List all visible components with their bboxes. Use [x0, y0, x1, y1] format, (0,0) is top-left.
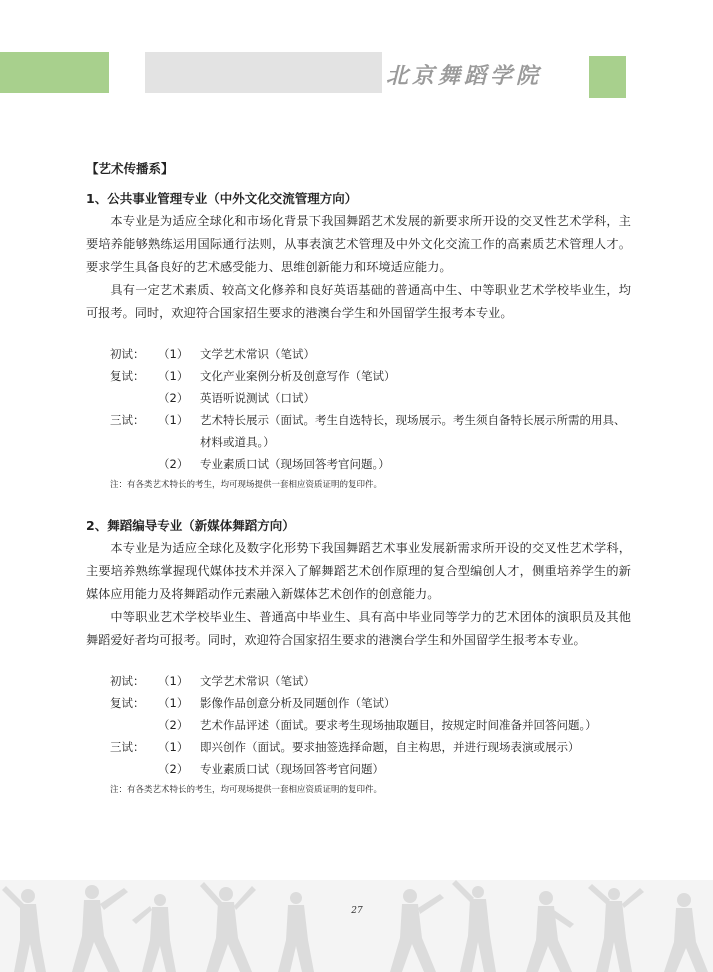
exam-row: [86, 670, 631, 692]
exam-stage-label: [86, 453, 158, 475]
major-eligibility: 具有一定艺术素质、较高文化修养和良好英语基础的普通高中生、中等职业艺术学校毕业生，均可报考。同时，欢迎符合国家招生要求的港澳台学生和外国留学生报考本专业。: [86, 283, 631, 320]
exam-note: 注：有各类艺术特长的考生，均可现场提供一套相应资质证明的复印件。: [110, 785, 383, 795]
major-title: 2、舞蹈编导专业（新媒体舞蹈方向）: [86, 518, 295, 533]
header-gray-bar: [145, 52, 382, 93]
department-title: 【艺术传播系】: [86, 161, 174, 176]
exam-stage-label: [86, 758, 158, 780]
exam-row: [86, 365, 631, 387]
exam-item-number: （1）: [158, 696, 189, 710]
dancer-silhouettes-decoration: [0, 880, 713, 972]
exam-stage-label: [86, 714, 158, 736]
exam-item-number: （1）: [158, 674, 189, 688]
exam-row: [86, 343, 631, 365]
exam-item-number: （1）: [158, 740, 189, 754]
major-title: 1、公共事业管理专业（中外文化交流管理方向）: [86, 191, 358, 206]
exam-item-text: 专业素质口试（现场回答考官问题）: [200, 762, 384, 776]
exam-item-number: （1）: [158, 413, 189, 427]
exam-stage-label: 初试：: [110, 674, 145, 688]
exam-list: [86, 670, 631, 798]
exam-item-text: 文学艺术常识（笔试）: [200, 347, 315, 361]
exam-row: [86, 692, 631, 714]
exam-item-text: 文化产业案例分析及创意写作（笔试）: [200, 369, 396, 383]
exam-stage-label: [86, 387, 158, 409]
exam-row: [86, 409, 631, 453]
exam-row: [86, 736, 631, 758]
exam-row: [86, 758, 631, 780]
major-section-2: [86, 515, 631, 798]
exam-note: 注：有各类艺术特长的考生，均可现场提供一套相应资质证明的复印件。: [110, 480, 383, 490]
exam-item-number: （2）: [158, 391, 189, 405]
dancer-silhouettes-icon: [0, 880, 713, 972]
exam-item-number: （2）: [158, 762, 189, 776]
exam-row: [86, 714, 631, 736]
exam-list: [86, 343, 631, 493]
header-green-block-left: [0, 52, 109, 93]
university-logo-text: 北京舞蹈学院: [386, 63, 543, 89]
exam-row: [86, 387, 631, 409]
exam-stage-label: 复试：: [110, 696, 145, 710]
exam-item-number: （2）: [158, 457, 189, 471]
exam-item-number: （2）: [158, 718, 189, 732]
exam-stage-label: 初试：: [110, 347, 145, 361]
exam-item-text: 文学艺术常识（笔试）: [200, 674, 315, 688]
major-description: 本专业是为适应全球化及数字化形势下我国舞蹈艺术事业发展新需求所开设的交叉性艺术学科，主要培养熟练掌握现代媒体技术并深入了解舞蹈艺术创作原理的复合型编创人才，侧重培养学生的新媒体应用能力及将舞蹈动作元素融入新媒体艺术创作的创意能力。: [86, 541, 631, 601]
exam-row: [86, 453, 631, 475]
major-description: 本专业是为适应全球化和市场化背景下我国舞蹈艺术发展的新要求所开设的交叉性艺术学科，主要培养能够熟练运用国际通行法则，从事表演艺术管理及中外文化交流工作的高素质艺术管理人才。要求学生具备良好的艺术感受能力、思维创新能力和环境适应能力。: [86, 214, 631, 274]
page-content: [86, 160, 631, 798]
exam-item-text: 影像作品创意分析及同题创作（笔试）: [200, 696, 396, 710]
exam-item-number: （1）: [158, 347, 189, 361]
page-number: 27: [351, 906, 363, 916]
exam-item-number: （1）: [158, 369, 189, 383]
exam-stage-label: 三试：: [110, 413, 145, 427]
header-green-block-right: [589, 56, 626, 98]
exam-item-text: 专业素质口试（现场回答考官问题。）: [200, 457, 390, 471]
exam-stage-label: 三试：: [110, 740, 145, 754]
exam-item-text: 英语听说测试（口试）: [200, 391, 315, 405]
exam-item-text: 艺术作品评述（面试。要求考生现场抽取题目，按规定时间准备并回答问题。）: [200, 718, 597, 732]
exam-item-text: 艺术特长展示（面试。考生自选特长，现场展示。考生须自备特长展示所需的用具、材料或道具。）: [200, 413, 626, 449]
major-eligibility: 中等职业艺术学校毕业生、普通高中毕业生、具有高中毕业同等学力的艺术团体的演职员及其他舞蹈爱好者均可报考。同时，欢迎符合国家招生要求的港澳台学生和外国留学生报考本专业。: [86, 610, 631, 647]
major-section-1: [86, 188, 631, 493]
exam-stage-label: 复试：: [110, 369, 145, 383]
exam-item-text: 即兴创作（面试。要求抽签选择命题，自主构思，并进行现场表演或展示）: [200, 740, 580, 754]
